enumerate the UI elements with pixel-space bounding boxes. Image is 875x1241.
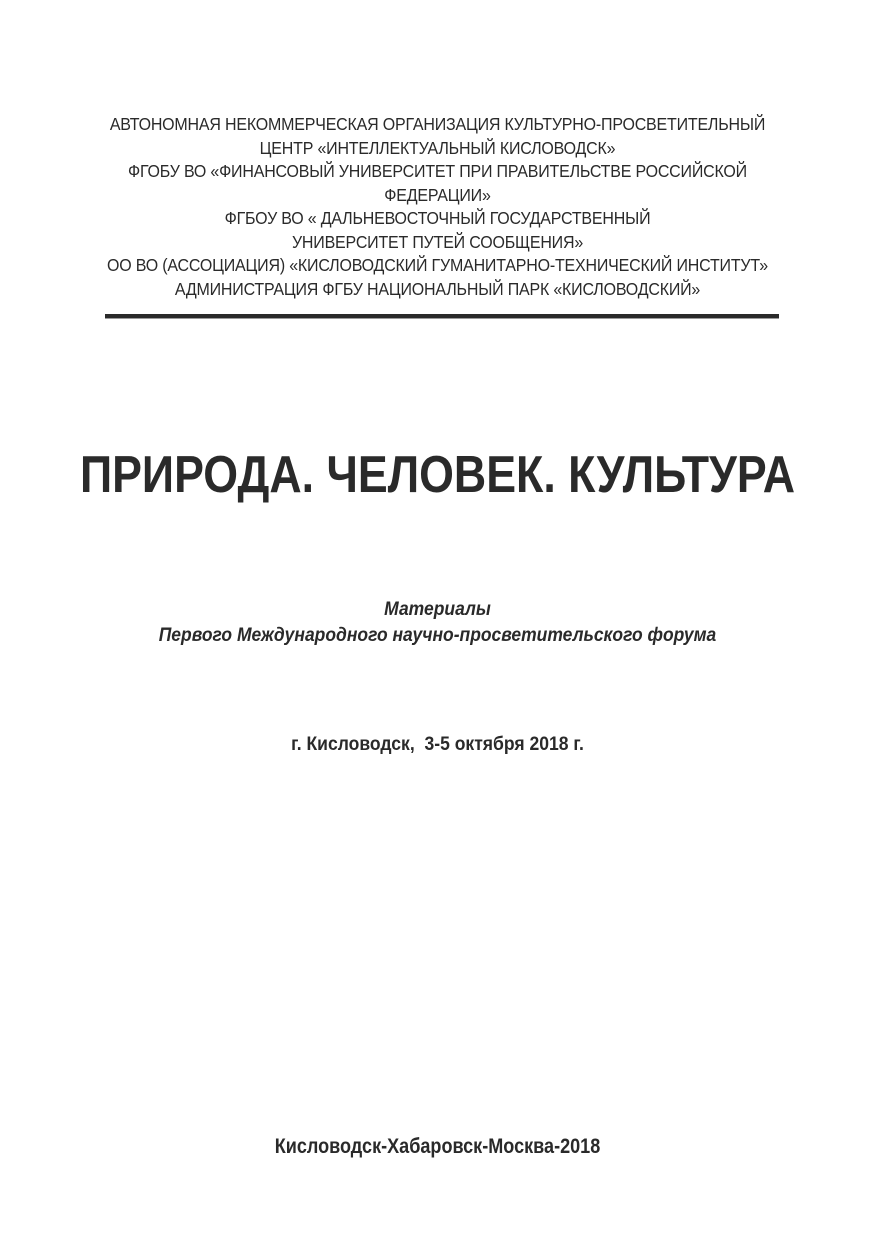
publication-imprint: Кисловодск-Хабаровск-Москва-2018 [274, 1135, 601, 1158]
organizer-line: ФГОБУ ВО «ФИНАНСОВЫЙ УНИВЕРСИТЕТ ПРИ ПРАВИТЕЛЬСТВЕ РОССИЙСКОЙ [127, 161, 747, 181]
subtitle-line-materials: Материалы [384, 599, 491, 620]
organizer-line: АДМИНИСТРАЦИЯ ФГБУ НАЦИОНАЛЬНЫЙ ПАРК «КИСЛОВОДСКИЙ» [174, 278, 701, 299]
main-title: ПРИРОДА. ЧЕЛОВЕК. КУЛЬТУРА [79, 446, 796, 504]
organizer-line: ФЕДЕРАЦИИ» [384, 184, 491, 205]
organizer-line: ФГБОУ ВО « ДАЛЬНЕВОСТОЧНЫЙ ГОСУДАРСТВЕННЫЙ [224, 208, 651, 228]
organizer-line: ЦЕНТР «ИНТЕЛЛЕКТУАЛЬНЫЙ КИСЛОВОДСК» [259, 137, 616, 158]
subtitle-block [0, 597, 875, 649]
organizer-line: ОО ВО (АССОЦИАЦИЯ) «КИСЛОВОДСКИЙ ГУМАНИТАРНО-ТЕХНИЧЕСКИЙ ИНСТИТУТ» [107, 255, 768, 275]
date-place: г. Кисловодск, 3-5 октября 2018 г. [291, 733, 584, 755]
subtitle-line-forum: Первого Международного научно-просветительского форума [158, 625, 717, 646]
organizers-list [0, 113, 875, 301]
organizer-line: УНИВЕРСИТЕТ ПУТЕЙ СООБЩЕНИЯ» [291, 231, 584, 252]
header-divider-shadow [105, 318, 779, 319]
organizer-line: АВТОНОМНАЯ НЕКОММЕРЧЕСКАЯ ОРГАНИЗАЦИЯ КУЛЬТУРНО-ПРОСВЕТИТЕЛЬНЫЙ [109, 114, 766, 134]
